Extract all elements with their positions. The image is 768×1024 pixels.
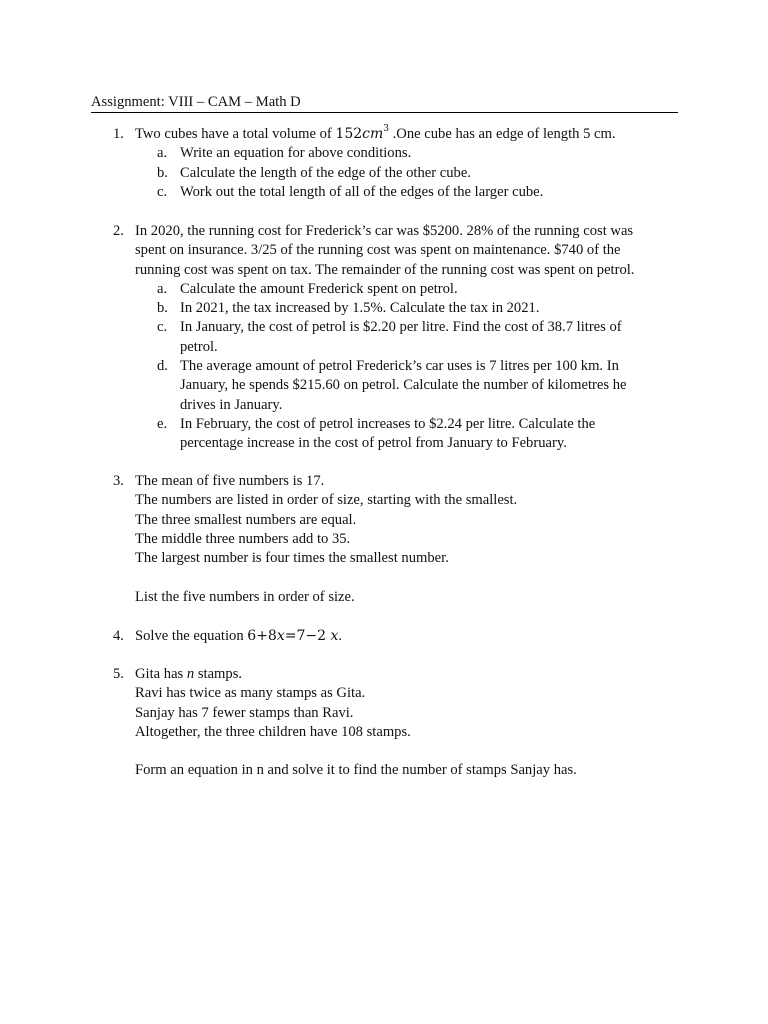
- question-line: The middle three numbers add to 35.: [135, 530, 351, 547]
- equation: 6+8x=7−2 x: [247, 628, 339, 644]
- assignment-title: Assignment: VIII – CAM – Math D: [91, 94, 301, 110]
- question-line: The largest number is four times the smallest number.: [135, 550, 449, 567]
- question-number: 2.: [113, 223, 124, 239]
- sub-question: d. The average amount of petrol Frederick’s car uses is 7 litres per 100 km. In January, he spends $215.60 on petrol. Calculate the number of kilometres he drives in January.: [157, 358, 627, 413]
- question-number: 5.: [113, 666, 124, 682]
- question-stem-line: In 2020, the running cost for Frederick’s car was $5200. 28% of the running cost was: [135, 223, 634, 239]
- volume-expression: $152cm^3$: [335, 124, 389, 142]
- question-1: [113, 125, 658, 202]
- question-number: 3.: [113, 473, 124, 489]
- sub-question: b. In 2021, the tax increased by 1.5%. Calculate the tax in 2021.: [157, 300, 540, 317]
- question-line: Altogether, the three children have 108 stamps.: [135, 723, 411, 740]
- question-stem: Two cubes have a total volume of $152cm^3$ .One cube has an edge of length 5 cm.: [135, 124, 616, 142]
- question-line: Ravi has twice as many stamps as Gita.: [135, 685, 366, 702]
- question-body: [135, 472, 658, 607]
- question-stem-line: spent on insurance. 3/25 of the running cost was spent on maintenance. $740 of the: [135, 242, 621, 259]
- question-body: [135, 222, 658, 454]
- sub-question: a. Calculate the amount Frederick spent on petrol.: [157, 280, 458, 297]
- sub-question: e. In February, the cost of petrol increases to $2.24 per litre. Calculate the percentage increase in the cost of petrol from January to February.: [157, 415, 596, 452]
- question-stem-line: running cost was spent on tax. The remainder of the running cost was spent on petrol.: [135, 261, 635, 278]
- sub-question: b. Calculate the length of the edge of the other cube.: [157, 164, 471, 181]
- question-instruction: List the five numbers in order of size.: [135, 588, 355, 605]
- question-line: Gita has n stamps.: [135, 666, 243, 682]
- question-2: [113, 222, 658, 454]
- question-3: [113, 472, 658, 607]
- question-line: Sanjay has 7 fewer stamps than Ravi.: [135, 704, 354, 721]
- question-body: [135, 665, 658, 781]
- question-stem: Solve the equation 6+8x=7−2 x.: [135, 628, 343, 644]
- question-body: [135, 627, 658, 646]
- question-5: [113, 665, 658, 781]
- sub-question: a. Write an equation for above conditions.: [157, 145, 412, 162]
- sub-question: c. Work out the total length of all of the edges of the larger cube.: [157, 183, 544, 200]
- question-line: The three smallest numbers are equal.: [135, 511, 357, 528]
- sub-question: c. In January, the cost of petrol is $2.20 per litre. Find the cost of 38.7 litres of petrol.: [157, 319, 622, 355]
- question-4: [113, 627, 658, 646]
- question-line: The mean of five numbers is 17.: [135, 473, 325, 489]
- question-number: 1.: [113, 126, 124, 142]
- document-header: [91, 93, 678, 113]
- question-body: [135, 125, 658, 202]
- question-line: The numbers are listed in order of size, starting with the smallest.: [135, 492, 518, 509]
- question-number: 4.: [113, 628, 124, 644]
- question-instruction: Form an equation in n and solve it to find the number of stamps Sanjay has.: [135, 762, 577, 779]
